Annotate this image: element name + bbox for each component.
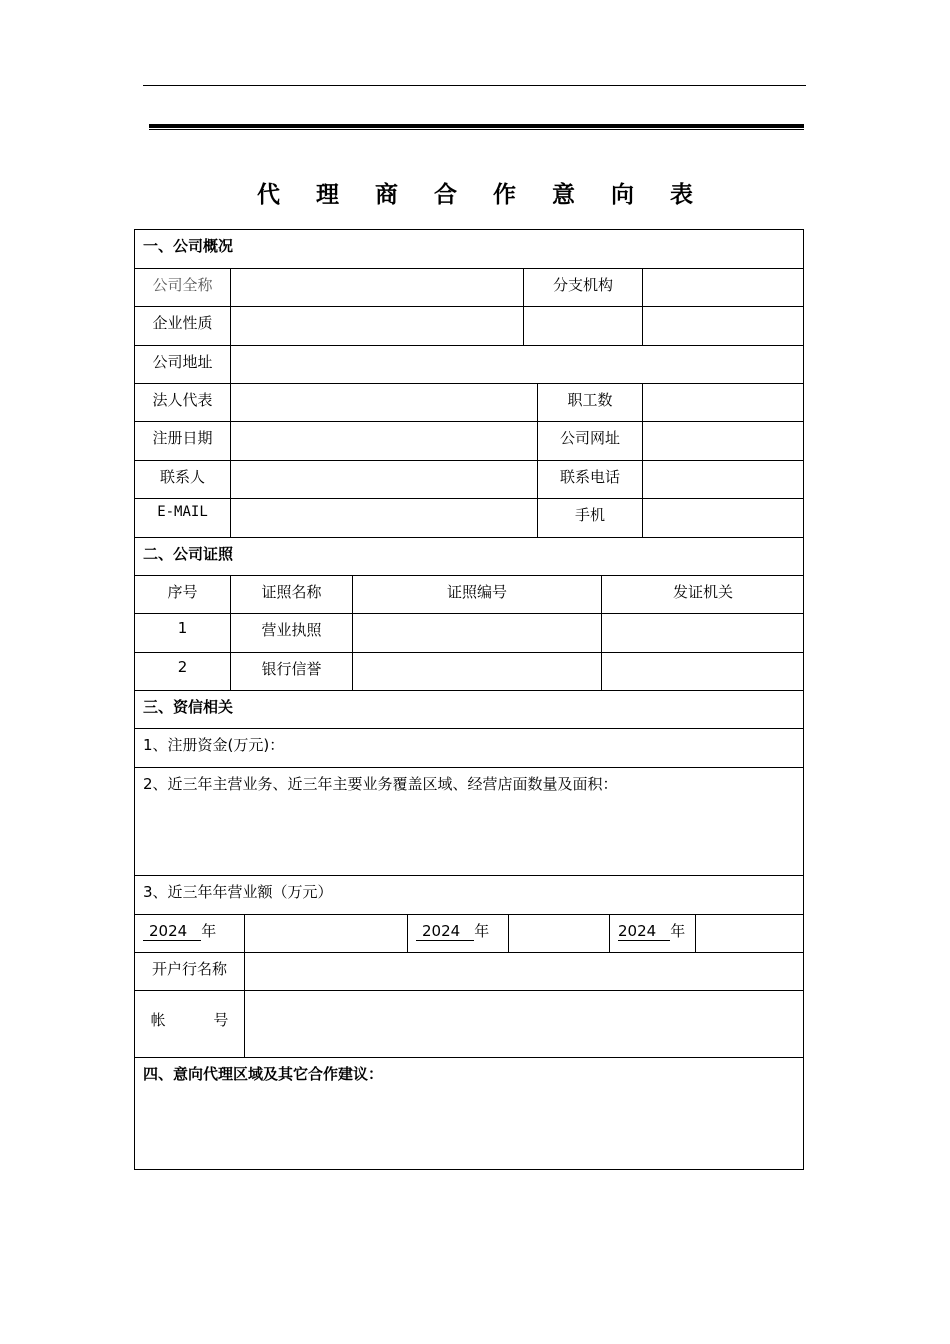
year-1-suffix: 年: [201, 922, 217, 940]
section2-heading: 二、公司证照: [134, 537, 804, 575]
label-company-name: 公司全称: [134, 268, 230, 306]
year-1-value: 2024: [143, 923, 201, 941]
label-website: 公司网址: [537, 421, 642, 460]
license-row-2-number[interactable]: [352, 652, 601, 690]
label-mobile: 手机: [537, 498, 642, 537]
license-row-1-name: 营业执照: [230, 613, 352, 652]
license-row-1-no: 1: [134, 613, 230, 652]
header-thick-rule-secondary: [149, 129, 804, 130]
label-legal-rep: 法人代表: [134, 383, 230, 421]
field-reg-date[interactable]: [230, 421, 537, 460]
year-2-revenue-field[interactable]: [508, 914, 609, 952]
label-staff: 职工数: [537, 383, 642, 421]
label-account: [134, 990, 244, 1057]
field-address[interactable]: [230, 345, 804, 383]
header-thick-rule: [149, 124, 804, 128]
label-email: E-MAIL: [134, 498, 230, 537]
header-thin-rule: [143, 85, 806, 86]
year-2-label: [407, 914, 508, 952]
year-1-revenue-field[interactable]: [244, 914, 407, 952]
field-branch[interactable]: [642, 268, 804, 306]
label-account-text: 帐 号: [150, 1011, 229, 1029]
year-3-label: [609, 914, 695, 952]
registered-capital-row[interactable]: 1、注册资金(万元)：: [134, 728, 804, 767]
annual-revenue-heading: 3、近三年年营业额（万元）: [134, 875, 804, 914]
field-phone[interactable]: [642, 460, 804, 498]
section1-heading: 一、公司概况: [134, 229, 804, 268]
label-bank-name: 开户行名称: [134, 952, 244, 990]
field-nature-extra-1[interactable]: [523, 306, 642, 345]
field-company-name[interactable]: [230, 268, 523, 306]
field-account[interactable]: [244, 990, 804, 1057]
column-header-no: 序号: [134, 575, 230, 613]
main-business-row[interactable]: 2、近三年主营业务、近三年主要业务覆盖区域、经营店面数量及面积：: [134, 767, 804, 875]
column-header-number: 证照编号: [352, 575, 601, 613]
document-title: 代 理 商 合 作 意 向 表: [256, 182, 708, 208]
field-website[interactable]: [642, 421, 804, 460]
license-row-1-authority[interactable]: [601, 613, 804, 652]
license-row-2-authority[interactable]: [601, 652, 804, 690]
year-2-value: 2024: [416, 923, 474, 941]
field-nature[interactable]: [230, 306, 523, 345]
label-reg-date: 注册日期: [134, 421, 230, 460]
year-3-value: 2024: [618, 923, 670, 941]
label-phone: 联系电话: [537, 460, 642, 498]
label-address: 公司地址: [134, 345, 230, 383]
field-nature-extra-2[interactable]: [642, 306, 804, 345]
section4-cooperation-suggestions[interactable]: 四、意向代理区域及其它合作建议：: [134, 1057, 804, 1169]
field-contact[interactable]: [230, 460, 537, 498]
field-email[interactable]: [230, 498, 537, 537]
field-staff[interactable]: [642, 383, 804, 421]
license-row-1-number[interactable]: [352, 613, 601, 652]
label-contact: 联系人: [134, 460, 230, 498]
year-3-revenue-field[interactable]: [695, 914, 804, 952]
license-row-2-no: 2: [134, 652, 230, 690]
field-mobile[interactable]: [642, 498, 804, 537]
label-nature: 企业性质: [134, 306, 230, 345]
table-right-border: [803, 229, 804, 1170]
year-2-suffix: 年: [474, 922, 490, 940]
year-3-suffix: 年: [670, 922, 686, 940]
column-header-name: 证照名称: [230, 575, 352, 613]
field-bank-name[interactable]: [244, 952, 804, 990]
license-row-2-name: 银行信誉: [230, 652, 352, 690]
table-bottom-border: [134, 1169, 804, 1170]
year-1-label: [134, 914, 244, 952]
field-legal-rep[interactable]: [230, 383, 537, 421]
label-branch: 分支机构: [523, 268, 642, 306]
section3-heading: 三、资信相关: [134, 690, 804, 728]
column-header-authority: 发证机关: [601, 575, 804, 613]
